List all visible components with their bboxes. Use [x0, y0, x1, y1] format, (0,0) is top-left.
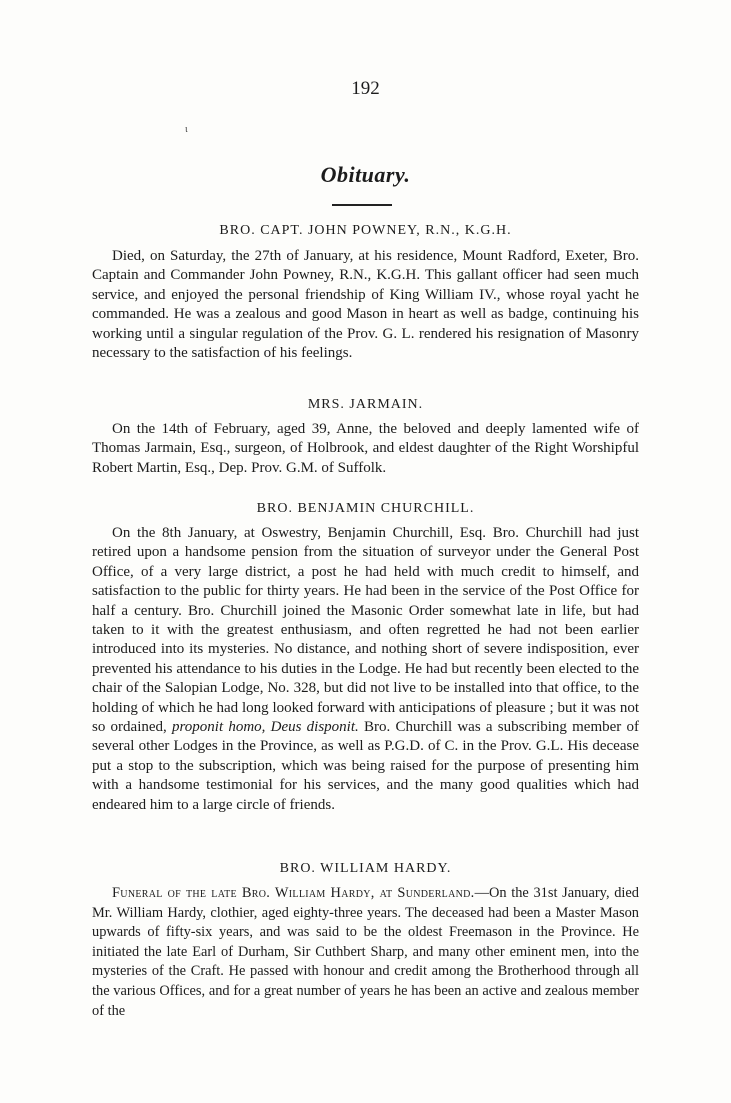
page-title: Obituary.	[320, 162, 411, 187]
obituary-churchill	[92, 500, 639, 815]
title-divider	[332, 204, 392, 206]
obituary-text	[92, 884, 639, 1021]
obituary-text-part: On the 8th January, at Oswestry, Benjamin Churchill, Esq. Bro. Churchill had just retired upon a handsome pension from the situation of surveyor under the General Post Office, of a very large district, a post he had held with much credit to himself, and satisfaction to the public for thirty years. He had been in the service of the Post Office for half a century. Bro. Churchill joined the Masonic Order somewhat late in life, but had taken to it with the greatest enthusiasm, and often regretted he had not been earlier introduced into its mysteries. No distance, and nothing short of severe indisposition, ever prevented his attendance to his duties in the Lodge. He had but recently been elected to the chair of the Salopian Lodge, No. 328, but did not live to be installed into that office, to the holding of which he had long looked forward with anticipations of pleasure ; but it was not so ordained,	[92, 525, 639, 736]
funeral-lead: Funeral of the late Bro. William Hardy, at Sunderland.	[112, 885, 475, 901]
obituary-hardy	[92, 860, 639, 1021]
stray-mark: ι	[185, 124, 188, 135]
latin-phrase: proponit homo, Deus disponit.	[172, 719, 359, 736]
obituary-text: Died, on Saturday, the 27th of January, at his residence, Mount Radford, Exeter, Bro. Captain and Commander John Powney, R.N., K.G.H. This gallant officer had seen much service, and enjoyed the personal friendship of King William IV., whose royal yacht he commanded. He was a zealous and good Mason in heart as well as badge, continuing his working until a singular regulation of the Prov. G. L. rendered his resignation of Masonry necessary to the satisfaction of his feelings.	[92, 248, 639, 362]
page-number: 192	[351, 78, 380, 99]
obituary-text	[92, 524, 639, 815]
obituary-text: On the 14th of February, aged 39, Anne, the beloved and deeply lamented wife of Thomas Jarmain, Esq., surgeon, of Holbrook, and eldest daughter of the Right Worshipful Robert Martin, Esq., Dep. Prov. G.M. of Suffolk.	[92, 421, 639, 476]
obituary-heading: MRS. JARMAIN.	[307, 397, 424, 412]
obituary-text-part: Bro. Churchill was a subscribing member of several other Lodges in the Province, as well as P.G.D. of C. in the Prov. G.L. His decease put a stop to the subscription, which was being raised for the purpose of presenting him with a handsome testimonial for his services, and the many good qualities which had endeared him to a large circle of friends.	[92, 719, 639, 813]
obituary-powney	[92, 222, 639, 363]
obituary-heading: BRO. CAPT. JOHN POWNEY, R.N., K.G.H.	[219, 223, 512, 238]
obituary-heading: BRO. WILLIAM HARDY.	[279, 861, 452, 876]
obituary-heading: BRO. BENJAMIN CHURCHILL.	[256, 501, 475, 516]
obituary-jarmain	[92, 396, 639, 478]
obituary-text-part: —On the 31st January, died Mr. William Hardy, clothier, aged eighty-three years. The deceased had been a Master Mason upwards of fifty-six years, and was said to be the oldest Freemason in the Province. He initiated the late Earl of Durham, Sir Cuthbert Sharp, and many other eminent men, into the mysteries of the Craft. He passed with honour and credit among the Brotherhood through all the various Offices, and for a great number of years he has been an active and zealous member of the	[92, 885, 639, 1019]
